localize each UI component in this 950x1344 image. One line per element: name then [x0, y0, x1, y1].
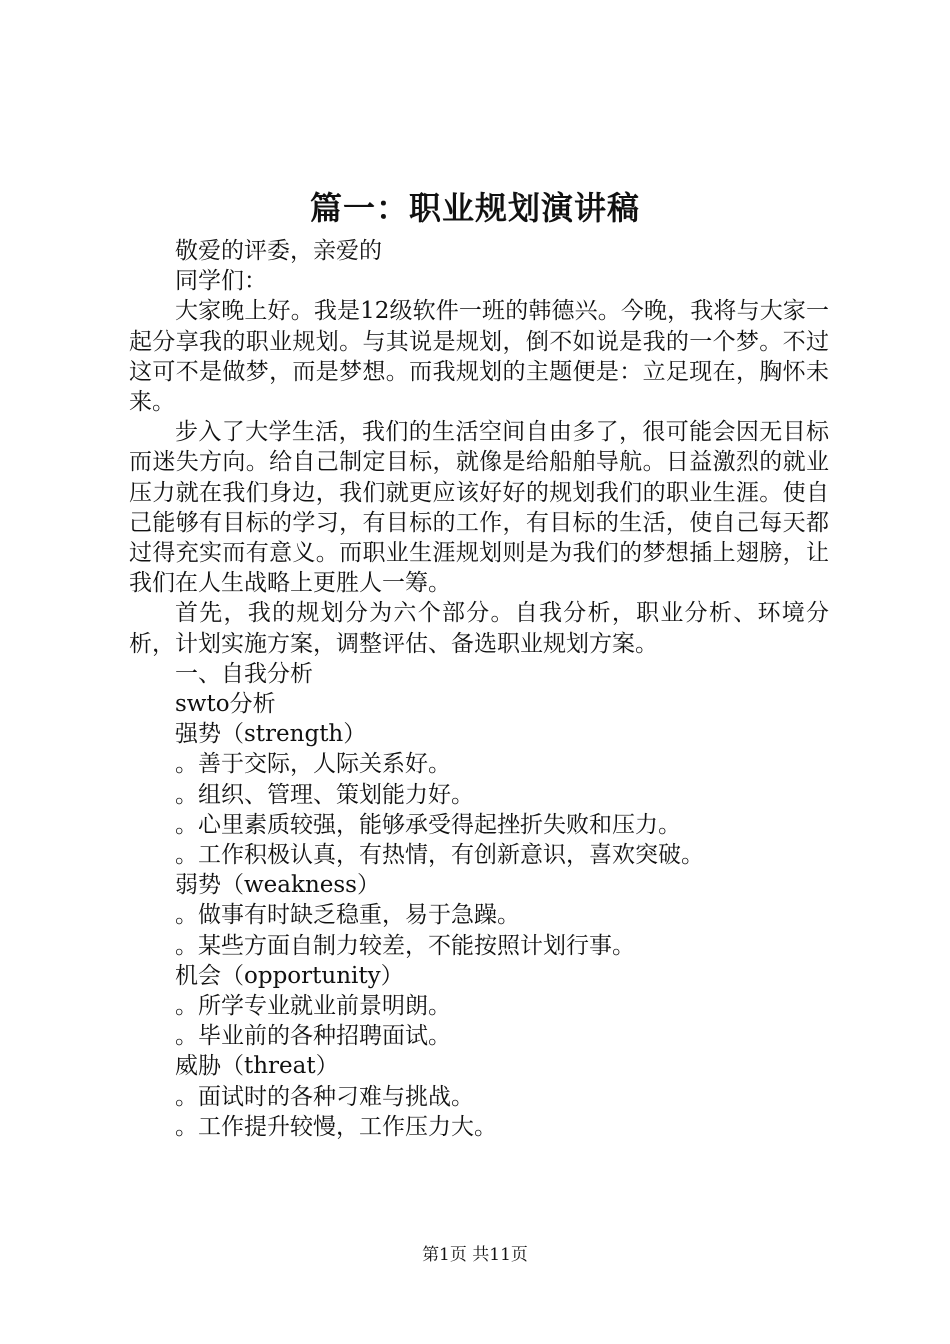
list-item: 。工作提升较慢，工作压力大。 — [175, 1113, 497, 1140]
paragraph: 步入了大学生活，我们的生活空间自由多了，很可能会因无目标而迷失方向。给自己制定目标，就像是给船舶导航。日益激烈的就业压力就在我们身边，我们就更应该好好的规划我们的职业生涯。使自己能够有目标的学习，有目标的工作，有目标的生活，使自己每天都过得充实而有意义。而职业生涯规划则是为我们的梦想插上翅膀，让我们在人生战略上更胜人一筹。 — [129, 419, 829, 597]
subheading-opportunity: 机会（opportunity） — [175, 962, 404, 989]
page-footer: 第1页 共11页 — [422, 1245, 528, 1265]
list-item: 。面试时的各种刁难与挑战。 — [175, 1083, 474, 1110]
list-item: 。某些方面自制力较差，不能按照计划行事。 — [175, 932, 635, 959]
paragraph: swto分析 — [175, 691, 276, 718]
subheading-strength: 强势（strength） — [175, 721, 367, 748]
list-item: 。做事有时缺乏稳重，易于急躁。 — [175, 902, 520, 929]
list-item: 。毕业前的各种招聘面试。 — [175, 1023, 451, 1050]
list-item: 。组织、管理、策划能力好。 — [175, 781, 474, 808]
section-heading: 一、自我分析 — [175, 660, 313, 687]
list-item: 。所学专业就业前景明朗。 — [175, 993, 451, 1020]
list-item: 。善于交际，人际关系好。 — [175, 751, 451, 778]
paragraph: 敬爱的评委，亲爱的 — [175, 238, 382, 264]
list-item: 。工作积极认真，有热情，有创新意识，喜欢突破。 — [175, 842, 704, 869]
document-body — [129, 236, 829, 1142]
paragraph: 首先，我的规划分为六个部分。自我分析，职业分析、环境分析，计划实施方案，调整评估、备选职业规划方案。 — [129, 600, 829, 657]
paragraph: 大家晚上好。我是12级软件一班的韩德兴。今晚，我将与大家一起分享我的职业规划。与其说是规划，倒不如说是我的一个梦。不过这可不是做梦，而是梦想。而我规划的主题便是：立足现在，胸怀未来。 — [129, 298, 829, 416]
document-title: 篇一：职业规划演讲稿 — [309, 189, 640, 227]
subheading-weakness: 弱势（weakness） — [175, 872, 380, 899]
subheading-threat: 威胁（threat） — [175, 1053, 339, 1080]
list-item: 。心里素质较强，能够承受得起挫折失败和压力。 — [175, 811, 681, 838]
paragraph: 同学们： — [175, 268, 267, 295]
